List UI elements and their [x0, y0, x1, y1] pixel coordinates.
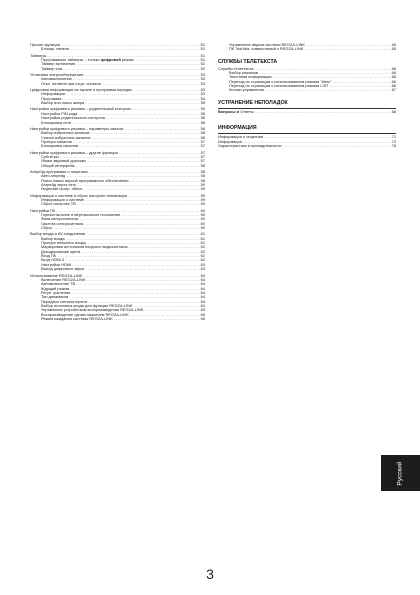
toc-entry-page: 59	[200, 187, 205, 192]
toc-entry-title: Выход цифрового звука	[41, 267, 85, 272]
toc-entry-page: 78	[391, 143, 396, 148]
leader-dots	[76, 164, 200, 168]
leader-dots	[304, 47, 390, 51]
toc-entry-page: 59	[200, 202, 205, 207]
toc-entry-page: 65	[200, 316, 205, 321]
toc-entry-page: 58	[200, 169, 205, 174]
toc-entry[interactable]	[30, 187, 205, 191]
toc-entry-page: 66	[391, 71, 396, 76]
toc-entry-title: Маркировка источников входного видеосигнала	[41, 245, 128, 250]
toc-entry-title: Блокировка каналов	[41, 144, 79, 149]
leader-dots	[85, 101, 200, 105]
toc-entry-title: Частота синхросигнала	[41, 221, 84, 226]
toc-entry-title: Субтитры	[41, 154, 59, 159]
toc-entry-title: Пропуск внешнего входа	[41, 241, 86, 246]
toc-entry-page: 55	[200, 111, 205, 116]
toc-entry[interactable]	[30, 164, 205, 168]
toc-entry-title: Таймеры	[30, 53, 47, 58]
leader-dots	[84, 187, 199, 191]
toc-entry-title: Апгрейд программы и лицензии	[30, 169, 88, 174]
leader-dots	[77, 202, 200, 206]
toc-entry-title: Переход по страницам с использованием режима "Авто"	[229, 79, 332, 84]
toc-entry-page: 52	[200, 66, 205, 71]
toc-entry-page: 53	[200, 88, 205, 93]
toc-entry-title: Общий интерфейс	[41, 163, 75, 168]
toc-entry-page: 56	[200, 135, 205, 140]
toc-entry-title: Переход по страницам с использованием режима LIST	[229, 84, 329, 89]
toc-entry-page: 62	[200, 249, 205, 254]
toc-entry-title: Настройки HDMI	[41, 262, 72, 267]
toc-entry-title: Выбор входа	[41, 236, 65, 241]
toc-entry-title: Откл. питания при отсут. сигнала	[41, 81, 101, 86]
toc-entry-title: Настройка родительского контроля	[41, 116, 105, 121]
toc-entry-title: Информация о системе и сброс настроек телевизора	[30, 193, 127, 198]
toc-entry-page: 55	[200, 107, 205, 112]
toc-entry[interactable]	[218, 88, 396, 92]
leader-dots	[72, 121, 199, 125]
information-list	[218, 135, 396, 148]
toc-entry-page: 59	[200, 193, 205, 198]
toc-entry-title: Авто апгрейд	[41, 174, 66, 179]
toc-entry-title: Программа	[41, 96, 62, 101]
toc-entry-title: Сброс	[41, 226, 53, 231]
troubleshooting-heading: УСТРАНЕНИЕ НЕПОЛАДОК	[218, 99, 288, 106]
toc-entry-page: 60	[200, 208, 205, 213]
toc-entry-page: 60	[200, 217, 205, 222]
leader-dots	[102, 82, 200, 86]
toc-entry-page: 65	[200, 312, 205, 317]
leader-dots	[70, 47, 200, 51]
toc-entry-page: 67	[391, 88, 396, 93]
toc-entry-page: 53	[200, 77, 205, 82]
toc-entry-troubleshooting[interactable]	[218, 110, 396, 114]
toc-entry-page: 60	[200, 213, 205, 218]
toc-entry[interactable]	[218, 47, 396, 51]
toc-entry-title: Горизонтальное и вертикальное положение	[41, 213, 121, 218]
toc-entry[interactable]	[30, 67, 205, 71]
toc-left-column	[30, 43, 205, 321]
toc-entry-title: Кнопки управления	[229, 88, 264, 93]
toc-entry-title: Таймер включения	[41, 62, 76, 67]
toc-entry[interactable]	[30, 202, 205, 206]
toc-entry-page: 56	[200, 116, 205, 121]
toc-entry-page: 62	[200, 245, 205, 250]
language-side-tab	[381, 455, 420, 491]
toc-entry-title: Службы телетекста	[218, 66, 254, 71]
toc-regza-continued	[218, 43, 396, 52]
toc-entry-page: 51	[200, 53, 205, 58]
language-tab-label: Русский	[397, 460, 404, 486]
toc-entry-page: 61	[200, 241, 205, 246]
leader-dots	[282, 144, 390, 148]
toc-entry[interactable]	[30, 47, 205, 51]
information-heading: ИНФОРМАЦИЯ	[218, 124, 257, 131]
toc-entry-page: 66	[391, 75, 396, 80]
toc-entry-page: 73	[391, 139, 396, 144]
toc-entry[interactable]	[30, 144, 205, 148]
toc-entry[interactable]	[30, 226, 205, 230]
toc-entry[interactable]	[30, 317, 205, 321]
toc-entry-title: Режим ожидания системы REGZA-LINK	[41, 316, 113, 321]
toc-entry-page: 54	[200, 96, 205, 101]
toc-entry-page: 57	[200, 150, 205, 155]
toc-entry-page: 53	[200, 81, 205, 86]
toc-entry-page: 64	[200, 277, 205, 282]
toc-entry-page: 63	[200, 262, 205, 267]
troubleshooting-rule	[218, 108, 396, 109]
toc-entry-title: Настройка PIN-кода	[41, 111, 78, 116]
toc-entry-title: Тип динамиков	[41, 295, 69, 300]
toc-entry-title: Текстовая информация	[229, 75, 272, 80]
toc-entry-title: Воспроизведение одним нажатием REGZA-LINK	[41, 312, 129, 317]
toc-entry-page: 51	[200, 47, 205, 52]
toc-entry-title: Декодирование цвета	[41, 249, 81, 254]
toc-entry-title: Управление устройством воспроизведения REGZA-LINK	[41, 308, 144, 313]
toc-entry-title: Языки звуковой дорожки	[41, 159, 86, 164]
toc-entry[interactable]	[30, 267, 205, 271]
toc-entry-page: 61	[200, 232, 205, 237]
toc-entry-title: Настройки ПК	[30, 208, 56, 213]
leader-dots	[255, 110, 391, 114]
toc-entry-page: 71	[391, 135, 396, 140]
toc-entry-page: 63	[200, 267, 205, 272]
toc-entry-title: Цифровая информация на экране и программа передач	[30, 88, 132, 93]
toc-entry-page: 64	[200, 286, 205, 291]
troubleshooting-text: Ответы	[239, 110, 254, 115]
toc-entry-page: 57	[200, 139, 205, 144]
toc-entry-title: Настройки цифрового режима – родительский контроль	[30, 107, 132, 112]
toc-entry-title: Управление звуком системы REGZA-LINK	[229, 43, 305, 47]
toc-entry-page: 56	[200, 120, 205, 125]
toc-right-column	[218, 43, 396, 148]
toc-entry[interactable]	[218, 144, 396, 148]
toc-entry-title: Выбор или поиск жанра	[41, 101, 85, 106]
toc-entry-title: Программные таймеры – только цифровой режим	[41, 58, 134, 63]
toc-entry-title: Установки энергосбережения	[30, 73, 84, 78]
leader-dots	[114, 317, 200, 321]
toc-entry-page: 66	[391, 79, 396, 84]
toc-entry-page: 58	[200, 174, 205, 179]
toc-entry-title: Апгрейд через сеть	[41, 182, 77, 187]
troubleshooting-page: 68	[391, 110, 396, 115]
toc-entry-page: 59	[200, 198, 205, 202]
toc-entry-page: 62	[200, 254, 205, 259]
toc-entry-title: Информация	[218, 139, 242, 144]
toc-entry-title: Сброс настроек ТВ	[41, 202, 76, 207]
toc-entry-title: Выбор режимов	[229, 71, 258, 76]
toc-entry-title: Прочие функции	[30, 43, 61, 47]
toc-entry-page: 64	[200, 282, 205, 287]
toc-entry-title: Вход HDMI 3	[41, 258, 65, 263]
toc-entry-title: Информация	[41, 92, 65, 97]
toc-entry-page: 66	[391, 84, 396, 89]
toc-entry-title: Настройки цифрового режима – другие функции	[30, 150, 118, 155]
toc-entry-title: Регул. усиления	[41, 290, 71, 295]
toc-entry-title: Автовключение ТВ	[41, 282, 76, 287]
toc-entry-title: Вход ПК	[41, 254, 56, 259]
toc-entry-page: 56	[200, 126, 205, 131]
toc-entry-page: 51	[200, 58, 205, 63]
toc-entry-page: 60	[200, 226, 205, 231]
toc-entry-page: 52	[200, 62, 205, 67]
toc-entry-page: 53	[200, 73, 205, 78]
toc-entry-title: Блокир. панели	[41, 47, 70, 52]
toc-entry[interactable]	[30, 82, 205, 86]
toc-entry-title: Информация о системе	[41, 198, 84, 202]
toc-entry-title: Характеристики и принадлежности	[218, 143, 282, 148]
toc-entry-title: Блокировка сети	[41, 120, 72, 125]
toc-entry-title: Настройки цифрового режима – параметры канала	[30, 126, 123, 131]
toc-entry-title: Выбор избранных каналов	[41, 131, 90, 136]
toc-entry[interactable]	[30, 101, 205, 105]
toc-entry-page: 64	[200, 273, 205, 278]
toc-entry-title: Использование REGZA-LINK	[30, 273, 83, 278]
toc-entry-title: Включение REGZA-LINK	[41, 277, 86, 282]
toc-entry-page: 58	[200, 178, 205, 183]
leader-dots	[79, 144, 200, 148]
toc-entry-title: Выбор входа и AV-соединения	[30, 232, 86, 237]
troubleshooting-lead: Вопросы и	[218, 110, 240, 115]
toc-entry-page: 65	[200, 308, 205, 313]
toc-entry-title: Лицензии прогр. обесп.	[41, 187, 84, 192]
toc-entry-title: Ждущий режим	[41, 286, 70, 291]
toc-entry-page: 53	[200, 92, 205, 97]
toc-entry-title: Поиск новых версий программного обеспечения	[41, 178, 129, 183]
toc-entry-title: Информация о лицензии	[218, 135, 264, 140]
toc-entry-title: Списки избранных каналов	[41, 135, 91, 140]
toc-entry-page: 64	[200, 295, 205, 300]
information-rule	[218, 133, 396, 134]
toc-entry-title: Выбор источника входа для функции REGZA-LINK	[41, 303, 133, 308]
toc-entry-page: 60	[200, 221, 205, 226]
toc-entry-page: 57	[200, 144, 205, 149]
toc-entry-title: ПК TosHiba, совместимый с REGZA-LINK	[229, 47, 304, 52]
toc-entry-page: 58	[200, 163, 205, 168]
toc-entry-title: Автовыключение	[41, 77, 72, 82]
toc-entry-page: 66	[391, 66, 396, 71]
toc-entry-page: 57	[200, 154, 205, 159]
toc-entry-title: Таймер сна	[41, 66, 62, 71]
toc-entry-page: 55	[200, 101, 205, 106]
teletext-heading: СЛУЖБЫ ТЕЛЕТЕКСТА	[218, 58, 278, 65]
teletext-list	[218, 67, 396, 93]
toc-entry-page: 65	[391, 43, 396, 47]
toc-entry-page: 61	[200, 236, 205, 241]
toc-entry-title: Передача сигнала пульта	[41, 299, 88, 304]
leader-dots	[63, 67, 200, 71]
toc-entry-page: 64	[200, 303, 205, 308]
leader-dots	[85, 267, 200, 271]
toc-entry-title: Пропуск каналов	[41, 139, 72, 144]
toc-entry[interactable]	[30, 121, 205, 125]
toc-entry-page: 64	[200, 290, 205, 295]
toc-entry-page: 56	[200, 131, 205, 136]
toc-entry-page: 62	[200, 258, 205, 263]
page-number: 3	[206, 566, 214, 582]
toc-entry-page: 64	[200, 299, 205, 304]
toc-entry-page: 57	[200, 159, 205, 164]
toc-entry-page: 59	[200, 182, 205, 187]
leader-dots	[265, 88, 391, 92]
toc-entry-page: 65	[391, 47, 396, 52]
toc-entry-title: Фаза синхросигнала	[41, 217, 78, 222]
leader-dots	[53, 226, 199, 230]
toc-entry-page: 51	[200, 43, 205, 47]
